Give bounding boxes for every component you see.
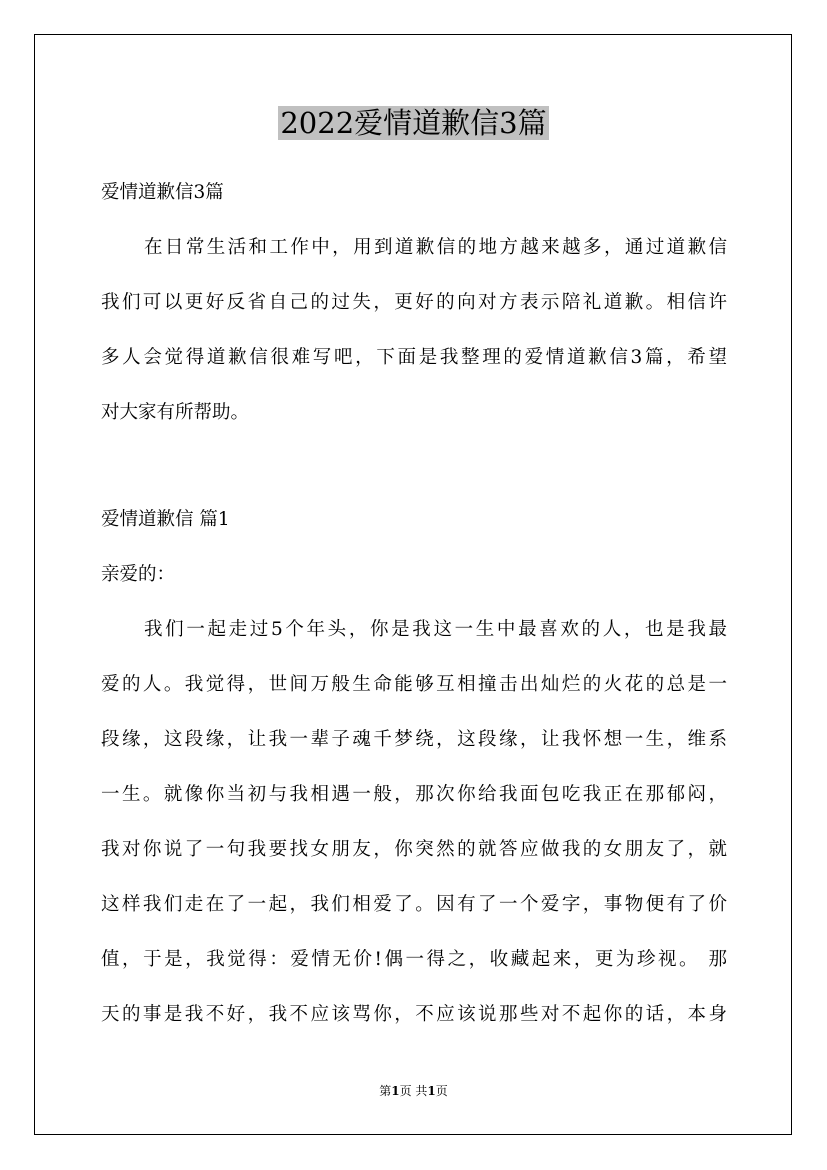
salutation: 亲爱的： (101, 564, 176, 585)
footer-page-current: 1 (391, 1084, 400, 1098)
body-line: 我对你说了一句我要找女朋友，你突然的就答应做我的女朋友了，就 (101, 839, 727, 860)
section-heading: 爱情道歉信 篇1 (101, 509, 230, 530)
intro-line: 我们可以更好反省自己的过失，更好的向对方表示陪礼道歉。相信许 (101, 292, 727, 313)
body-line: 一生。就像你当初与我相遇一般，那次你给我面包吃我正在那郁闷， (101, 784, 727, 805)
intro-line: 多人会觉得道歉信很难写吧，下面是我整理的爱情道歉信3篇，希望 (101, 347, 727, 368)
footer-page-total: 1 (427, 1084, 436, 1098)
document-title-text: 2022爱情道歉信3篇 (280, 106, 547, 140)
body-line: 段缘，这段缘，让我一辈子魂千梦绕，这段缘，让我怀想一生，维系 (101, 729, 727, 750)
body-line: 天的事是我不好，我不应该骂你，不应该说那些对不起你的话，本身 (101, 1004, 727, 1025)
body-line: 爱的人。我觉得，世间万般生命能够互相撞击出灿烂的火花的总是一 (101, 674, 727, 695)
body-line: 值，于是，我觉得：爱情无价!偶一得之，收藏起来，更为珍视。 那 (101, 949, 727, 970)
footer-prefix: 第 (379, 1084, 392, 1098)
body-line: 我们一起走过5个年头，你是我这一生中最喜欢的人，也是我最 (144, 619, 727, 640)
subtitle: 爱情道歉信3篇 (101, 182, 224, 203)
footer-suffix: 页 (435, 1084, 448, 1098)
footer-mid: 页 共 (399, 1084, 428, 1098)
intro-line: 在日常生活和工作中，用到道歉信的地方越来越多，通过道歉信 (144, 237, 727, 258)
body-line: 这样我们走在了一起，我们相爱了。因有了一个爱字，事物便有了价 (101, 894, 727, 915)
intro-line: 对大家有所帮助。 (101, 402, 250, 423)
document-title (0, 102, 827, 144)
page-footer (0, 1083, 827, 1099)
